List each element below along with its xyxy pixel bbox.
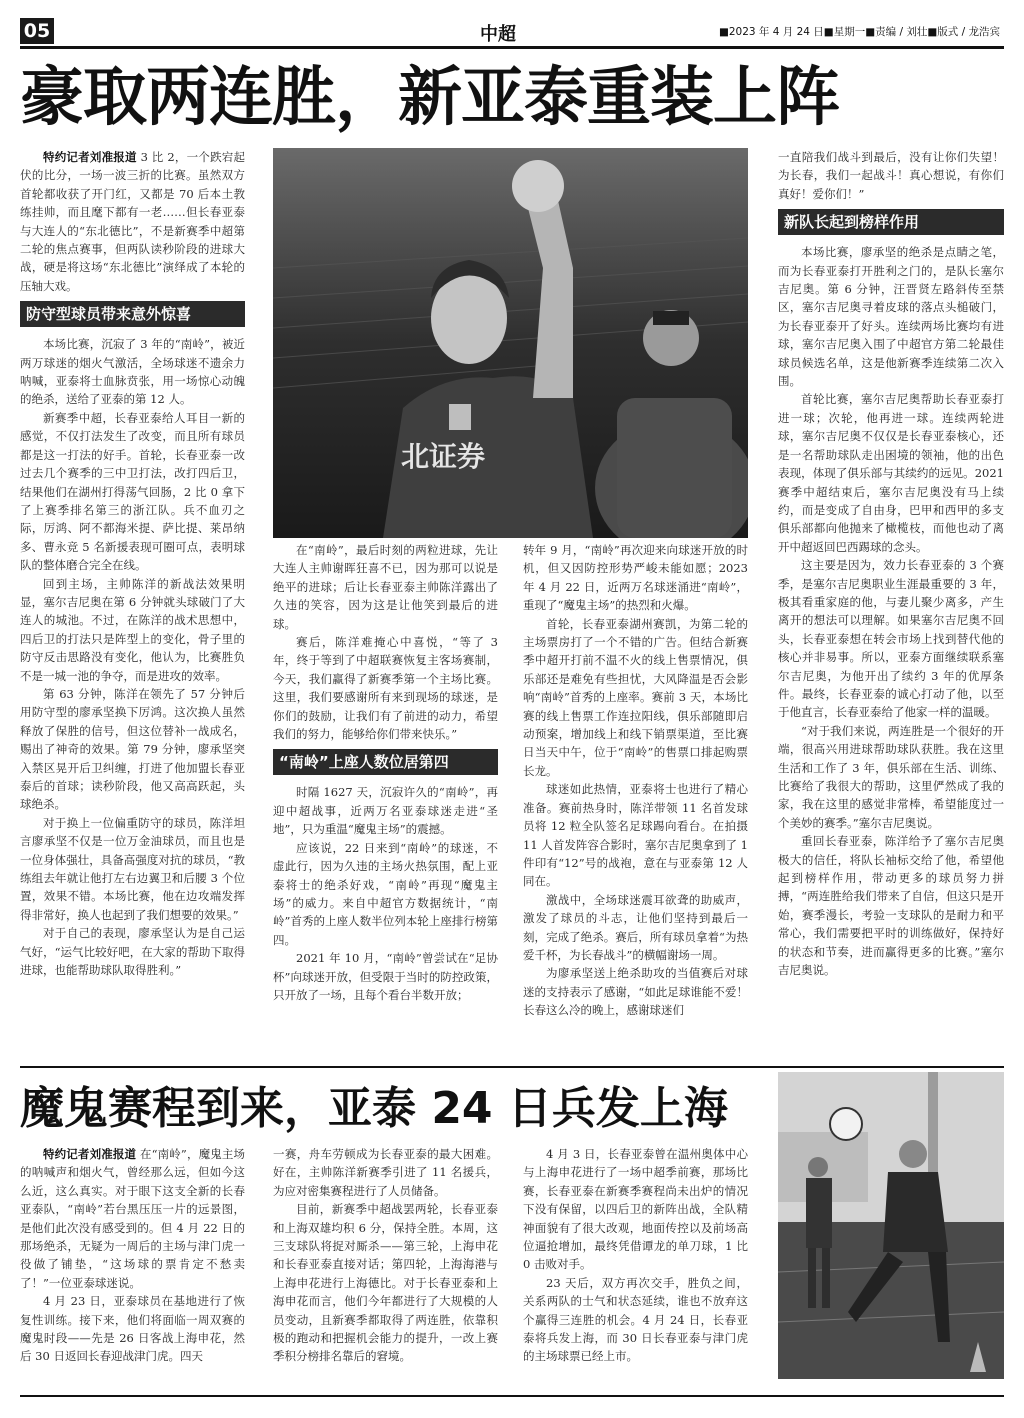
subheading: 防守型球员带来意外惊喜 [20, 301, 245, 327]
paragraph: 首轮，长春亚泰湖州赛凯，为第二轮的主场票房打了一个不错的广告。但结合新赛季中超开打前不温不火的线上售票情况，俱乐部还是难免有些担忧，大风降温是否会影响“南岭”首秀的上座率。赛前 3 天，本场比赛的线上售票工作连拉阳线，俱乐部随即启动预案，增加线上和线下销票渠道，至比赛日当天中午，位于“南岭”的售票口排起购票长龙。 [523, 616, 748, 778]
paragraph: 对于换上一位偏重防守的球员，陈洋坦言廖承坚不仅是一位万金油球员，而且也是一位身体强壮，具备高强度对抗的球员，“教练组去年就让他打左右边翼卫和后腰 3 个位置，效果不错。本场比赛，他在边攻端发挥得非常好，换人也起到了我们想要的效果。” [20, 815, 245, 922]
paragraph: 一赛，舟车劳顿成为长春亚泰的最大困难。好在，主帅陈洋新赛季引进了 11 名援兵，为应对密集赛程进行了人员储备。 [273, 1147, 498, 1198]
paragraph: 回到主场，主帅陈洋的新战法效果明显，塞尔吉尼奥在第 6 分钟就头球破门了大连人的城池。不过，在陈洋的战术思想中，四后卫的打法只是阵型上的变化，骨子里的防守反击思路没有变化，他认为，比赛胜负不是一城一池的争夺，而是进攻的效率。 [20, 576, 245, 683]
page-header [0, 0, 1024, 50]
paragraph: 3 比 2，一个跌宕起伏的比分，一场一波三折的比赛。虽然双方首轮都收获了开门红，又都是 70 后本土教练挂帅，而且麾下都有一老……但长春亚泰与大连人的“东北德比”，不是新赛季中超第二轮的焦点赛事，但两队读秒阶段的进球大战，硬是将这场“东北德比”演绎成了本轮的压轴大戏。 [20, 150, 245, 293]
paragraph: 转年 9 月，“南岭”再次迎来向球迷开放的时机，但又因防控形势严峻未能如愿；2023 年 4 月 22 日，近两万名球迷涌进“南岭”，重现了“魔鬼主场”的热烈和火爆。 [523, 543, 748, 613]
article2-column-3 [523, 1145, 748, 1390]
subheading: “南岭”上座人数位居第四 [273, 749, 498, 775]
paragraph: 第 63 分钟，陈洋在领先了 57 分钟后用防守型的廖承坚换下厉鸿。这次换人虽然释放了保胜的信号，但这位替补一战成名，赐出了神奇的效果。第 79 分钟，廖承坚突入禁区晃开后卫纠缠，打进了他加盟长春亚泰后的首球；读秒阶段，他又高高跃起，头球绝杀。 [20, 686, 245, 812]
paragraph: 重回长春亚泰，陈洋给予了塞尔吉尼奥极大的信任，将队长袖标交给了他，希望他起到榜样作用，带动更多的球员努力拼搏，“两连胜给我们带来了自信，但这只是开始，赛季漫长，考验一支球队的是耐力和平常心，我们需要把平时的训练做好，保持好的状态和节奏，进而赢得更多的比赛。”塞尔吉尼奥说。 [778, 834, 1004, 978]
paragraph: 应该说，22 日来到“南岭”的球迷，不虚此行，因为久违的主场火热氛围，配上亚泰将士的绝杀好戏，“南岭”再现“魔鬼主场”的威力。来自中超官方数据统计，“南岭”首秀的上座人数半位列本轮上座排行榜第四。 [273, 840, 498, 947]
paragraph: 球迷如此热情，亚泰将士也进行了精心准备。赛前热身时，陈洋带领 11 名首发球员将 12 粒全队签名足球踢向看台。在拍摄 11 人首发阵容合影时，塞尔吉尼奥拿到了 1 件印有“12”号的战袍，意在与亚泰第 12 人同在。 [523, 782, 748, 889]
paragraph: 在“南岭”，最后时刻的两粒进球，先让大连人主帅谢晖狂喜不已，因为那可以说是绝平的进球；后让长春亚泰主帅陈洋露出了久违的笑容，因为这是让他笑到最后的进球。 [273, 543, 498, 631]
paragraph: 对于自己的表现，廖承坚认为是自己运气好，“运气比较好吧，在大家的帮助下取得进球，也能帮助球队取得胜利。” [20, 926, 245, 978]
paragraph: 本场比赛，沉寂了 3 年的“南岭”，被近两万球迷的烟火气激活，全场球迷不遗余力呐喊，亚泰将士血脉贲张，用一场惊心动魄的绝杀，送给了亚泰的第 12 人。 [20, 337, 245, 407]
article1-column-4 [778, 148, 1004, 1060]
paragraph: 在“南岭”，魔鬼主场的呐喊声和烟火气，曾经那么远，但如今这么近，这么真实。对于眼下这支全新的长春亚泰队，“南岭”若台黑压压一片的远景图，是他们此次没有感受到的。但 4 月 22 日的那场绝杀，无疑为一周后的主场与津门虎一役做了铺垫，“这场球的票肯定不愁卖了！”一位亚泰球迷说。 [20, 1147, 245, 1290]
jersey-sponsor-text: 北证券 [401, 440, 486, 473]
paragraph: 时隔 1627 天，沉寂许久的“南岭”，再迎中超战事，近两万名亚泰球迷走进“圣地”，只为重温“魔鬼主场”的震撼。 [273, 785, 498, 837]
paragraph: 赛后，陈洋难掩心中喜悦，“等了 3 年，终于等到了中超联赛恢复主客场赛制，今天，我们赢得了新赛季第一个主场比赛。这里，我们要感谢所有来到现场的球迷，是你们的鼓励，让我们有了前进的动力，希望我们的努力，能够给你们带来快乐。” [273, 635, 498, 742]
subheading: 新队长起到榜样作用 [778, 209, 1004, 235]
section-name: 中超 [480, 24, 516, 45]
paragraph: 激战中，全场球迷震耳欲聋的助威声，激发了球员的斗志，让他们坚持到最后一刻，完成了绝杀。赛后，所有球员拿着“为热爱千杯，为长春战斗”的横幅谢场一周。 [523, 892, 748, 962]
paragraph: 目前，新赛季中超战罢两轮，长春亚泰和上海双雄均积 6 分，保持全胜。本周，这三支球队将捉对厮杀——第三轮，上海申花和长春亚泰直接对话；第四轮，上海海港与上海申花进行上海德比。对于长春亚泰和上海申花而言，他们今年都进行了大规模的人员变动，且新赛季都取得了两连胜，依靠积极的跑动和把握机会能力的提升，一改上赛季积分榜排名靠后的窘境。 [273, 1202, 498, 1364]
paragraph: 2021 年 10 月，“南岭”曾尝试在“足协杯”向球迷开放，但受限于当时的防控政策，只开放了一场，且每个看台半数开放； [273, 951, 498, 1002]
article2-column-1 [20, 1145, 245, 1390]
celebration-photo [273, 148, 748, 538]
second-headline: 魔鬼赛程到来，亚泰 24 日兵发上海 [20, 1083, 728, 1134]
training-photo [778, 1072, 1004, 1379]
byline: 特约记者刘准报道 [43, 1147, 137, 1161]
paragraph: 23 天后，双方再次交手，胜负之间，关系两队的士气和状态延续，谁也不放弃这个赢得三连胜的机会。4 月 24 日，长春亚泰将兵发上海，而 30 日长春亚泰与津门虎的主场球票已经上市。 [523, 1275, 748, 1364]
article1-column-2 [273, 541, 498, 1059]
paragraph: 一直陪我们战斗到最后，没有让你们失望！为长春，我们一起战斗！真心想说，有你们真好！爱你们！” [778, 150, 1004, 201]
paragraph: 新赛季中超，长春亚泰给人耳目一新的感觉，不仅打法发生了改变，而且所有球员都是这一打法的好手。首轮，长春亚泰一改过去几个赛季的三中卫打法，改打四后卫，结果他们在湖州打得荡气回肠，2 比 0 拿下了上赛季排名第三的浙江队。兵不血刃之际，厉鸿、阿不都海米提、萨比提、莱昂纳多、曹永竞 5 名新援表现可圈可点，表明球队的整体磨合完全在线。 [20, 410, 245, 573]
dateline: ■2023 年 4 月 24 日■星期一■责编 / 刘壮■版式 / 龙浩宾 [718, 26, 1000, 38]
paragraph: 为廖承坚送上绝杀助攻的当值赛后对球迷的支持表示了感谢，“如此足球谁能不爱！长春这么冷的晚上，感谢球迷们 [523, 966, 748, 1018]
training-photo-illustration [778, 1072, 1004, 1379]
paragraph: 首轮比赛，塞尔吉尼奥帮助长春亚泰打进一球；次轮，他再进一球。连续两轮进球，塞尔吉尼奥不仅仅是长春亚泰核心，还是一名帮助球队走出困境的领袖，他的出色表现，体现了俱乐部与其续约的远见。2021 赛季中超结束后，塞尔吉尼奥没有马上续约，而是变成了自由身，巴甲和西甲的多支俱乐部都向他抛来了橄榄枝，而他也动了离开中超返回巴西踢球的念头。 [778, 392, 1004, 554]
paragraph: 本场比赛，廖承坚的绝杀是点睛之笔，而为长春亚泰打开胜利之门的，是队长塞尔吉尼奥。第 6 分钟，汪晋贤左路斜传至禁区，塞尔吉尼奥寻着皮球的落点头槌破门，为长春亚泰开了好头。连续两场比赛均有进球，塞尔吉尼奥入围了中超官方第二轮最佳球员候选名单，这是他新赛季连续第二次入围。 [778, 245, 1004, 389]
main-headline: 豪取两连胜，新亚泰重装上阵 [20, 61, 839, 135]
article1-column-1 [20, 148, 245, 1060]
page-number: 05 [20, 18, 54, 44]
article2-column-2 [273, 1145, 498, 1390]
paragraph: 4 月 23 日，亚泰球员在基地进行了恢复性训练。接下来，他们将面临一周双赛的魔鬼时段——先是 26 日客战上海申花，然后 30 日返回长春迎战津门虎。四天 [20, 1294, 245, 1364]
paragraph: 这主要是因为，效力长春亚泰的 3 个赛季，是塞尔吉尼奥职业生涯最重要的 3 年，极其看重家庭的他，与妻儿聚少离多，产生离开的想法可以理解。如果塞尔吉尼奥不回头，长春亚泰想在转会市场上找到替代他的核心并非易事。所以，亚泰方面继续联系塞尔吉尼奥，为他开出了续约 3 年的优厚条件。最终，长春亚泰的诚心打动了他，以至于他直言，长春亚泰给了他家一样的温暖。 [778, 558, 1004, 720]
header-rule [20, 46, 1004, 49]
byline: 特约记者刘准报道 [43, 150, 137, 164]
section-divider [20, 1066, 1004, 1068]
article1-column-3 [523, 541, 748, 1059]
paragraph: “对于我们来说，两连胜是一个很好的开端，很高兴用进球帮助球队获胜。我在这里生活和工作了 3 年，俱乐部在生活、训练、比赛给了我很大的帮助，这里俨然成了我的家，我在这里的感觉非常棒，希望能度过一个美妙的赛季。”塞尔吉尼奥说。 [778, 723, 1004, 830]
paragraph: 4 月 3 日，长春亚泰曾在温州奥体中心与上海申花进行了一场中超季前赛，那场比赛，长春亚泰在新赛季赛程尚未出炉的情况下没有保留，以四后卫的新阵出战，全队精神面貌有了很大改观，地面传控以及前场高位逼抢增加，最终凭借谭龙的单刀球，1 比 0 击败对手。 [523, 1147, 748, 1272]
celebration-photo-illustration [273, 148, 748, 538]
footer-rule [20, 1395, 1004, 1397]
